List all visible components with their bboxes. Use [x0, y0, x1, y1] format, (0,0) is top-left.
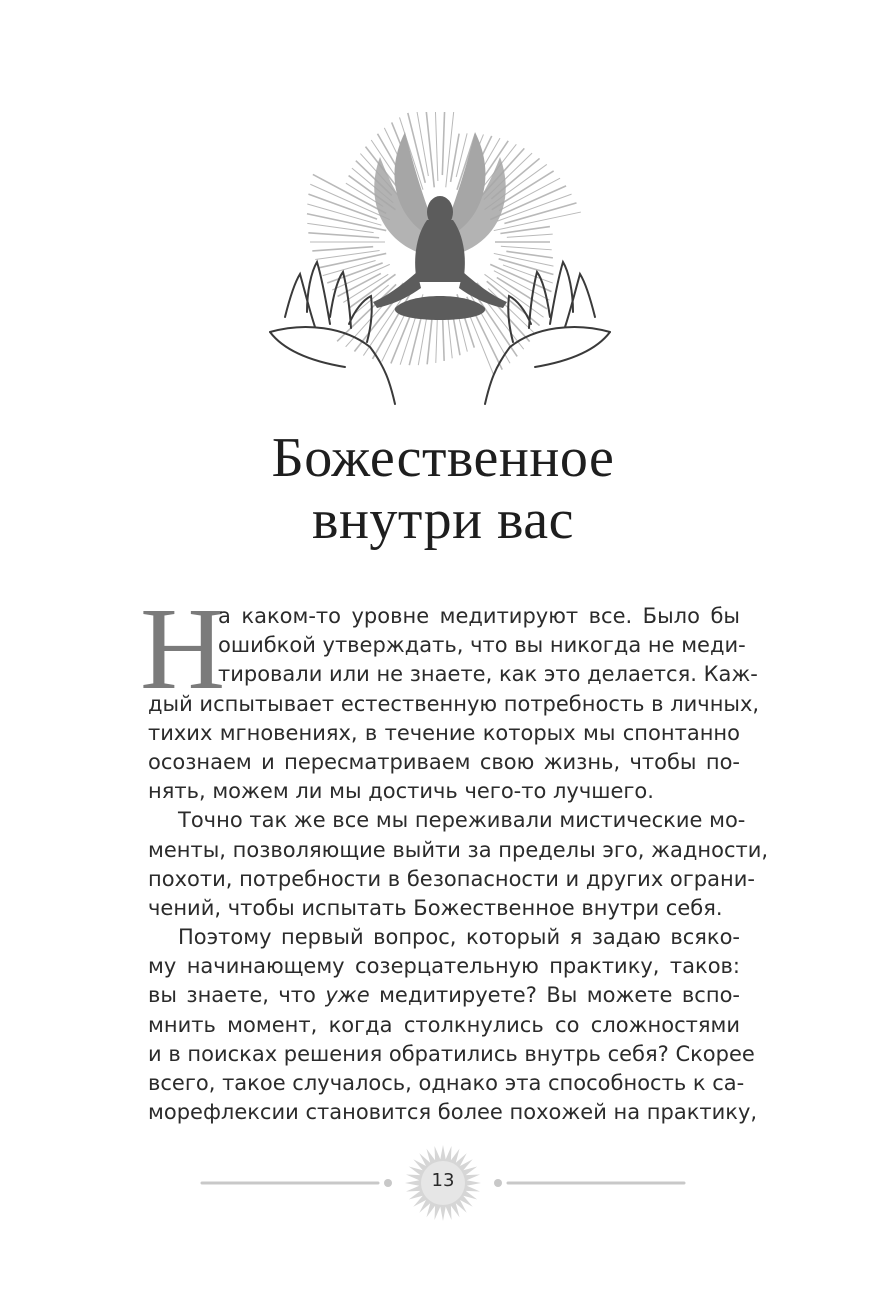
text-line: нять, можем ли мы достичь чего-то лучшего. — [148, 779, 654, 804]
light-ray — [435, 112, 438, 181]
chapter-title-line-2: внутри вас — [312, 489, 574, 551]
light-ray — [490, 264, 551, 291]
text-line: му начинающему созерцательную практику, таков: — [148, 954, 740, 979]
text-line — [148, 981, 740, 1010]
meditation-illustration — [245, 112, 635, 412]
light-ray — [426, 112, 435, 187]
light-ray — [315, 250, 379, 259]
light-ray — [499, 178, 560, 210]
text-line: дый испытывает естественную потребность в личных, — [148, 691, 760, 716]
light-ray — [446, 112, 455, 187]
light-ray — [507, 234, 553, 237]
text-line: менты, позволяющие выйти за пределы эго, жадности, — [148, 837, 769, 862]
page-number: 13 — [431, 1170, 455, 1191]
text-line: чений, чтобы испытать Божественное внутри себя. — [148, 895, 723, 920]
light-ray — [488, 289, 535, 334]
text-line: осознаем и пересматриваем свою жизнь, чтобы по- — [148, 749, 740, 774]
body-text — [148, 602, 769, 1127]
text-line: похоти, потребности в безопасности и других ограни- — [148, 866, 755, 891]
text-line: ошибкой утверждать, что вы никогда не меди- — [218, 633, 746, 658]
text-line: тихих мгновениях, в течение которых мы спонтанно — [148, 720, 740, 745]
italic-word: уже — [325, 983, 370, 1008]
text-line: а каком-то уровне медитируют все. Было бы — [218, 604, 740, 628]
text-line: тировали или не знаете, как это делается. Каж- — [218, 662, 758, 687]
paragraph-2 — [148, 806, 769, 923]
light-ray — [501, 246, 552, 250]
open-hands-icon — [270, 262, 610, 404]
text-line: всего, такое случалось, однако эта способность к са- — [148, 1071, 745, 1095]
drop-cap: Н — [140, 583, 226, 714]
chapter-title-line-1: Божественное — [271, 427, 615, 489]
light-ray — [308, 233, 379, 238]
light-ray — [442, 112, 445, 175]
light-ray — [308, 194, 377, 219]
light-ray — [312, 247, 373, 251]
light-ray — [506, 251, 553, 258]
paragraph-1 — [148, 602, 760, 806]
light-ray — [307, 223, 373, 232]
text-run: медитируете? Вы можете вспо- — [369, 983, 740, 1008]
text-line: Поэтому первый вопрос, который я задаю всяко- — [178, 925, 740, 950]
light-ray — [494, 271, 550, 301]
light-ray — [451, 134, 460, 182]
light-ray — [307, 214, 386, 231]
text-run: вы знаете, что — [148, 983, 326, 1008]
text-line: и в поисках решения обратились внутрь себя? Скорее — [148, 1041, 755, 1066]
text-line: мнить момент, когда столкнулись со сложностями — [148, 1012, 740, 1037]
text-line: морефлексии становится более похожей на практику, — [148, 1100, 758, 1125]
paragraph-3 — [148, 923, 758, 1127]
text-line: Точно так же все мы переживали мистические мо- — [178, 808, 746, 833]
